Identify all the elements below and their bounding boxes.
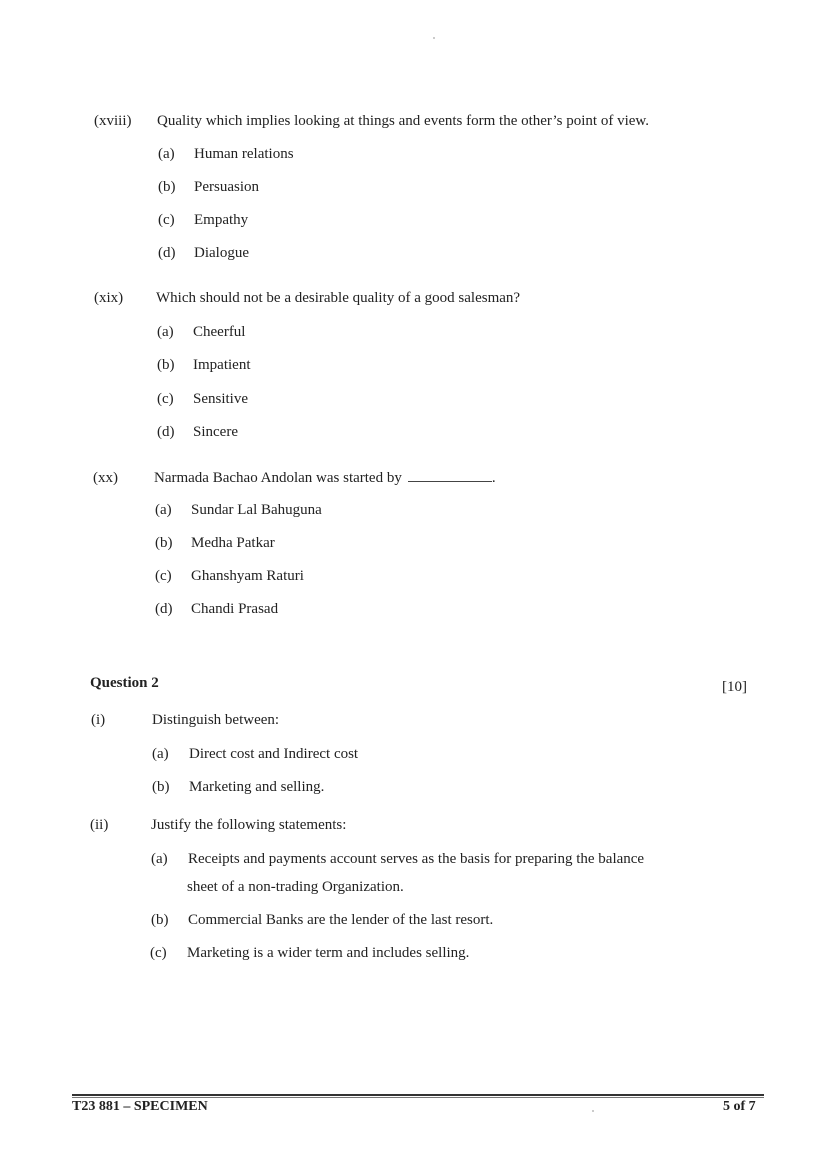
part-label: (a) [152, 746, 169, 762]
option-label: (d) [157, 424, 175, 440]
part-label: (c) [150, 945, 167, 961]
question-text [154, 469, 496, 487]
question-heading: Question 2 [90, 675, 159, 691]
part-label: (a) [151, 851, 168, 867]
option-label: (b) [155, 535, 173, 551]
question-text-end: . [491, 470, 496, 486]
option-text: Persuasion [194, 179, 259, 195]
part-text: Marketing and selling. [189, 779, 325, 795]
option-label: (c) [157, 391, 174, 407]
question-text: Justify the following statements: [151, 817, 347, 833]
option-text: Sensitive [193, 391, 248, 407]
question-number: (xix) [94, 290, 124, 306]
footer-rule [72, 1094, 764, 1096]
option-text: Dialogue [194, 245, 249, 261]
part-text: Receipts and payments account serves as the basis for preparing the balance [188, 851, 645, 867]
question-number: (ii) [90, 817, 109, 833]
question-number: (xx) [93, 470, 118, 486]
option-label: (a) [155, 502, 172, 518]
option-text: Sincere [193, 424, 238, 440]
option-text: Sundar Lal Bahuguna [191, 502, 322, 518]
option-label: (b) [157, 357, 175, 373]
option-label: (a) [157, 324, 174, 340]
marks: [10] [722, 679, 747, 695]
question-text: Distinguish between: [152, 712, 280, 728]
footer-code: T23 881 – SPECIMEN [72, 1099, 208, 1114]
option-label: (a) [158, 146, 175, 162]
question-text: Quality which implies looking at things and events form the other’s point of view. [157, 113, 650, 129]
option-label: (b) [158, 179, 176, 195]
option-text: Empathy [194, 212, 249, 228]
part-text: Commercial Banks are the lender of the last resort. [188, 912, 494, 928]
scan-speck [433, 37, 435, 39]
question-number: (i) [91, 712, 106, 728]
option-label: (c) [155, 568, 172, 584]
option-label: (c) [158, 212, 175, 228]
option-text: Human relations [194, 146, 294, 162]
option-label: (d) [155, 601, 173, 617]
part-text-continued: sheet of a non-trading Organization. [187, 879, 404, 895]
question-text: Which should not be a desirable quality of a good salesman? [156, 290, 521, 306]
option-text: Cheerful [193, 324, 246, 340]
part-text: Direct cost and Indirect cost [189, 746, 359, 762]
option-text: Impatient [193, 357, 251, 373]
question-text-main: Narmada Bachao Andolan was started by [154, 470, 402, 486]
part-label: (b) [152, 779, 170, 795]
option-text: Ghanshyam Raturi [191, 568, 304, 584]
fill-in-blank [408, 469, 492, 482]
option-text: Medha Patkar [191, 535, 275, 551]
part-text: Marketing is a wider term and includes selling. [187, 945, 470, 961]
option-label: (d) [158, 245, 176, 261]
scan-speck [592, 1110, 594, 1112]
part-label: (b) [151, 912, 169, 928]
page-number: 5 of 7 [723, 1099, 756, 1114]
question-number: (xviii) [94, 113, 132, 129]
option-text: Chandi Prasad [191, 601, 279, 617]
